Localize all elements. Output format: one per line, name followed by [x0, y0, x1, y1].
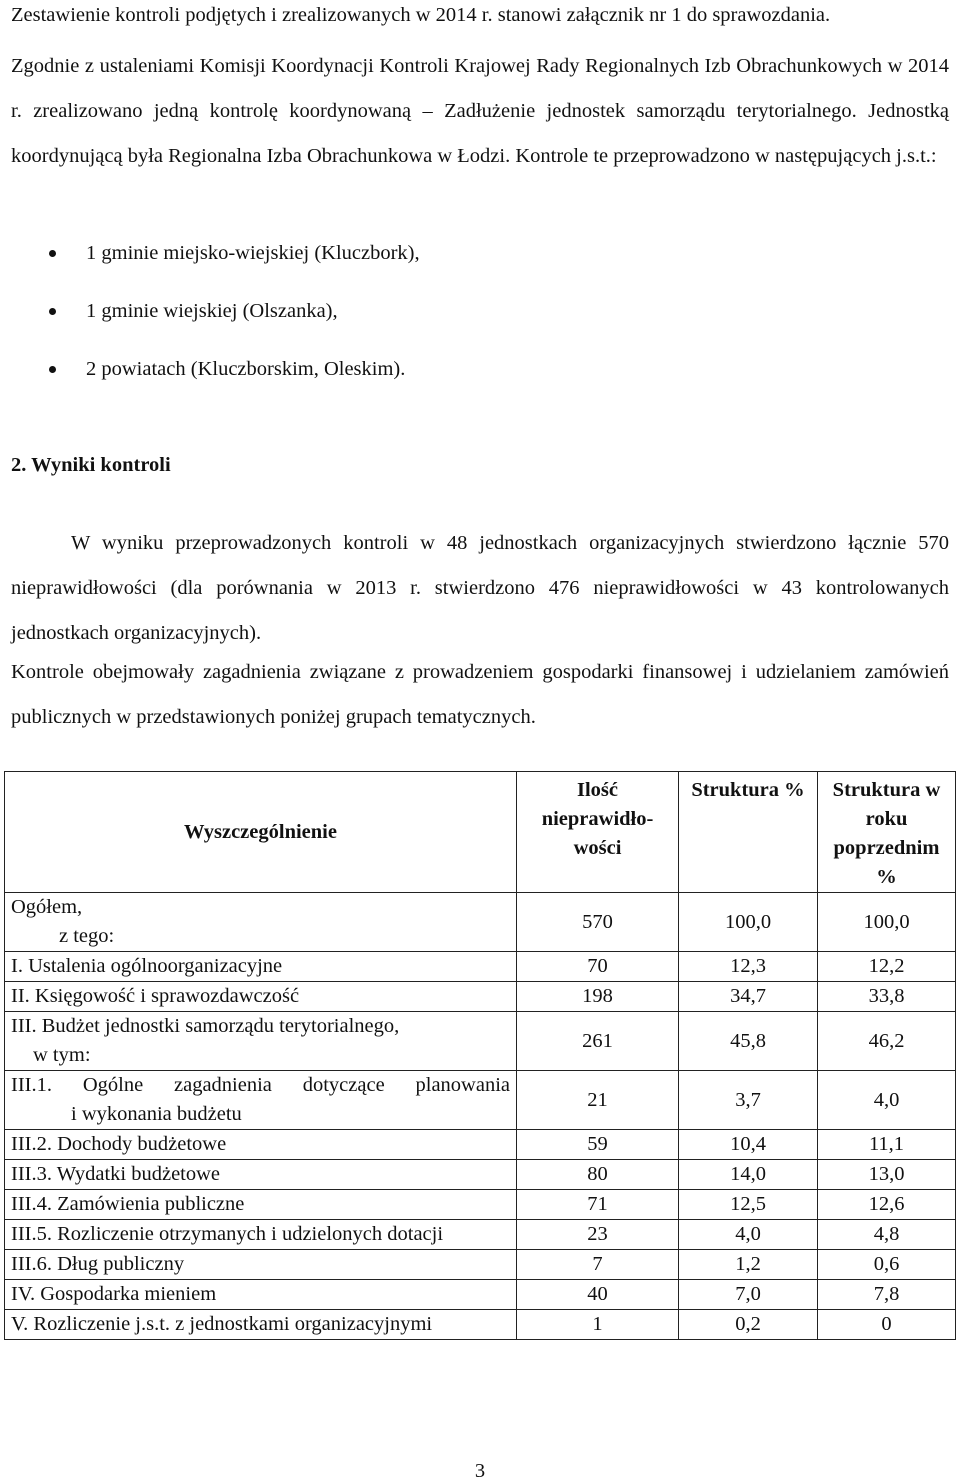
total-label-line1: Ogółem,: [11, 896, 83, 918]
row-share: 10,4: [679, 1130, 818, 1160]
list-item-text: 1 gminie miejsko-wiejskiej (Kluczbork),: [86, 242, 420, 264]
list-item-text: 2 powiatach (Kluczborskim, Oleskim).: [86, 358, 406, 380]
table-row: [5, 1280, 956, 1310]
row-share: 45,8: [679, 1012, 818, 1071]
row-label-line1: III.1. Ogólne zagadnienia dotyczące planowania: [11, 1074, 510, 1096]
row-count: 40: [517, 1280, 679, 1310]
row-count: 80: [517, 1160, 679, 1190]
scope-paragraph: Kontrole obejmowały zagadnienia związane z prowadzeniem gospodarki finansowej i udzielaniem zamówień publicznych w przedstawionych poniżej grupach tematycznych.: [11, 661, 949, 728]
row-share: 4,0: [679, 1220, 818, 1250]
row-share: 7,0: [679, 1280, 818, 1310]
table-row: [5, 1310, 956, 1340]
row-label: V. Rozliczenie j.s.t. z jednostkami organizacyjnymi: [5, 1310, 517, 1340]
table-row: [5, 952, 956, 982]
page-number: 3: [474, 1460, 486, 1482]
row-count: 1: [517, 1310, 679, 1340]
row-share: 0,2: [679, 1310, 818, 1340]
row-prev: 0,6: [818, 1250, 956, 1280]
row-share: 12,3: [679, 952, 818, 982]
table-row: [5, 1190, 956, 1220]
table-row: [5, 1250, 956, 1280]
row-count: 71: [517, 1190, 679, 1220]
list-item: [0, 224, 960, 282]
row-prev: 33,8: [818, 982, 956, 1012]
section-heading: 2. Wyniki kontroli: [11, 454, 171, 476]
row-label-line2: i wykonania budżetu: [71, 1103, 242, 1125]
row-label-line1: III. Budżet jednostki samorządu terytorialnego,: [11, 1015, 400, 1037]
row-label: III.5. Rozliczenie otrzymanych i udzielonych dotacji: [5, 1220, 517, 1250]
row-count: 21: [517, 1071, 679, 1130]
row-share: 1,2: [679, 1250, 818, 1280]
bullet-icon: [49, 366, 56, 373]
header-structure-prev: Struktura w roku poprzednim %: [818, 772, 956, 893]
row-count: 59: [517, 1130, 679, 1160]
header-structure: Struktura %: [679, 772, 818, 893]
total-share: 100,0: [679, 893, 818, 952]
row-prev: 4,8: [818, 1220, 956, 1250]
header-count: Ilość nieprawidło-wości: [517, 772, 679, 893]
row-count: 70: [517, 952, 679, 982]
header-specification: Wyszczególnienie: [5, 772, 517, 893]
row-label: III.3. Wydatki budżetowe: [5, 1160, 517, 1190]
results-paragraph: W wyniku przeprowadzonych kontroli w 48 jednostkach organizacyjnych stwierdzono łącznie 570 nieprawidłowości (dla porównania w 2013 r. stwierdzono 476 nieprawidłowości w 43 kontrolowanych jednostkach organizacyjnych).: [11, 532, 949, 644]
bullet-icon: [49, 250, 56, 257]
row-label: [5, 1071, 517, 1130]
row-prev: 7,8: [818, 1280, 956, 1310]
table-row: [5, 1220, 956, 1250]
row-label: II. Księgowość i sprawozdawczość: [5, 982, 517, 1012]
row-label: III.6. Dług publiczny: [5, 1250, 517, 1280]
table-row: [5, 982, 956, 1012]
total-count: 570: [517, 893, 679, 952]
row-prev: 0: [818, 1310, 956, 1340]
row-prev: 4,0: [818, 1071, 956, 1130]
list-item-text: 1 gminie wiejskiej (Olszanka),: [86, 300, 338, 322]
row-share: 14,0: [679, 1160, 818, 1190]
row-share: 12,5: [679, 1190, 818, 1220]
row-prev: 13,0: [818, 1160, 956, 1190]
table-header-row: [5, 772, 956, 893]
row-count: 198: [517, 982, 679, 1012]
jst-list: [0, 224, 960, 398]
intro-paragraph: Zgodnie z ustaleniami Komisji Koordynacji Kontroli Krajowej Rady Regionalnych Izb Obrachunkowych w 2014 r. zrealizowano jedną kontrolę koordynowaną – Zadłużenie jednostek samorządu terytorialnego. Jednostką koordynującą była Regionalna Izba Obrachunkowa w Łodzi. Kontrole te przeprowadzono w następujących j.s.t.:: [11, 55, 949, 167]
intro-line: Zestawienie kontroli podjętych i zrealizowanych w 2014 r. stanowi załącznik nr 1 do sprawozdania.: [11, 4, 831, 26]
row-label: [5, 1012, 517, 1071]
total-prev: 100,0: [818, 893, 956, 952]
row-label-line2: w tym:: [33, 1044, 91, 1066]
total-label-line2: z tego:: [59, 925, 115, 947]
table-row: [5, 1130, 956, 1160]
row-label: IV. Gospodarka mieniem: [5, 1280, 517, 1310]
row-count: 23: [517, 1220, 679, 1250]
list-item: [0, 340, 960, 398]
row-prev: 12,2: [818, 952, 956, 982]
row-count: 261: [517, 1012, 679, 1071]
row-count: 7: [517, 1250, 679, 1280]
row-prev: 12,6: [818, 1190, 956, 1220]
bullet-icon: [49, 308, 56, 315]
row-label: III.2. Dochody budżetowe: [5, 1130, 517, 1160]
table-row: [5, 1160, 956, 1190]
table-row-total: [5, 893, 956, 952]
total-label: [5, 893, 517, 952]
irregularities-table: [4, 771, 956, 1340]
row-prev: 46,2: [818, 1012, 956, 1071]
row-share: 34,7: [679, 982, 818, 1012]
table-row: [5, 1071, 956, 1130]
list-item: [0, 282, 960, 340]
row-prev: 11,1: [818, 1130, 956, 1160]
row-label: III.4. Zamówienia publiczne: [5, 1190, 517, 1220]
row-share: 3,7: [679, 1071, 818, 1130]
table-row: [5, 1012, 956, 1071]
row-label: I. Ustalenia ogólnoorganizacyjne: [5, 952, 517, 982]
